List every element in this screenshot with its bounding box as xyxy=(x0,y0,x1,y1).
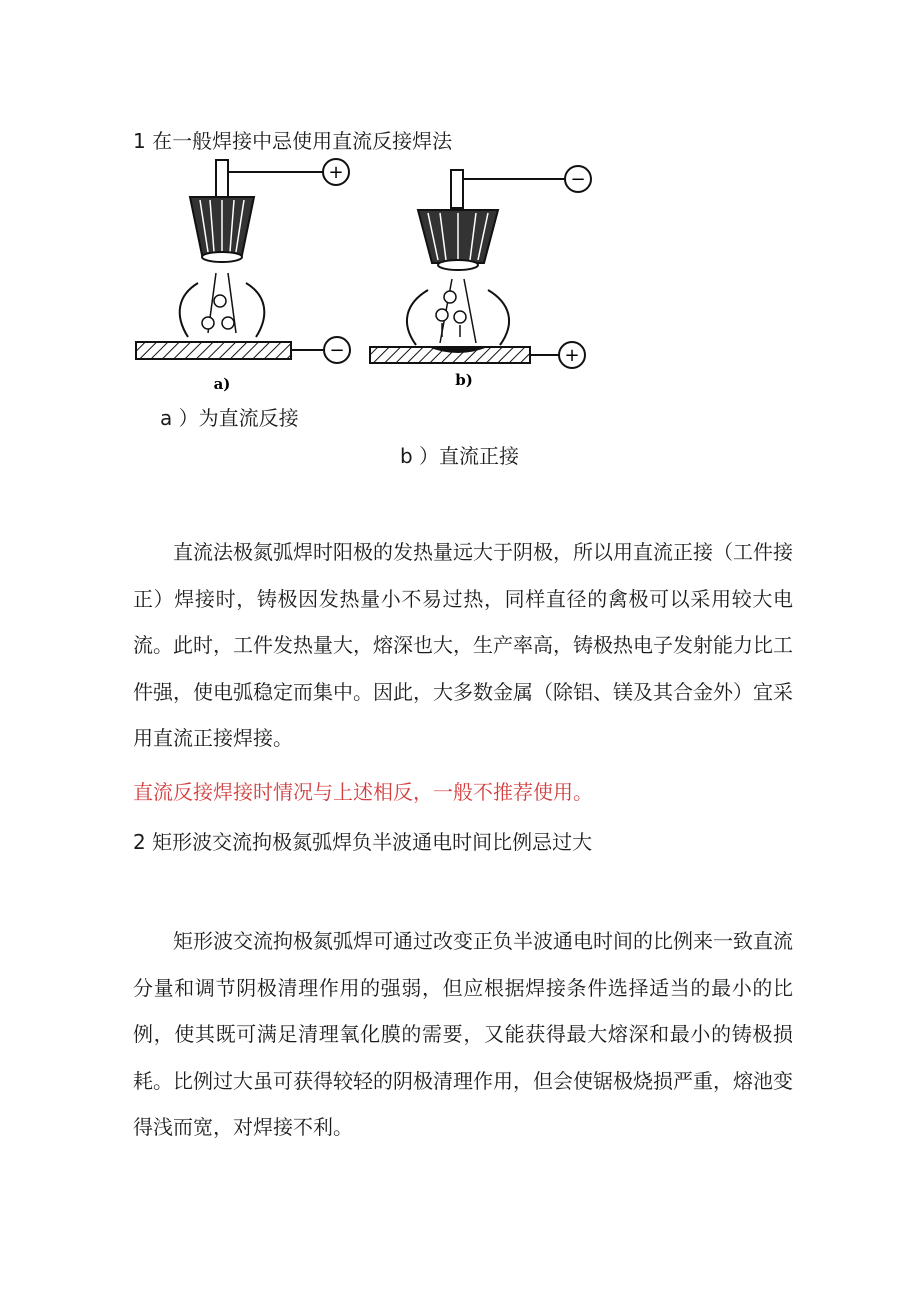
paragraph-2: 矩形波交流拘极氮弧焊可通过改变正负半波通电时间的比例来一致直流分量和调节阴极清理作用的强弱，但应根据焊接条件选择适当的最小的比例，使其既可满足清理氧化膜的需要，又能获得最大熔深和最小的铸极损耗。比例过大虽可获得较轻的阴极清理作用，但会使锯极烧损严重，熔池变得浅而宽，对焊接不利。 xyxy=(133,929,793,1139)
section-heading-2: 2 矩形波交流拘极氮弧焊负半波通电时间比例忌过大 xyxy=(133,830,593,854)
electrode-a xyxy=(216,160,228,198)
diagram-b xyxy=(370,166,591,389)
workpiece-a xyxy=(136,342,291,359)
section-heading-1: 1 在一般焊接中忌使用直流反接焊法 xyxy=(133,129,453,153)
polarity-b-bottom: + xyxy=(564,345,580,366)
diagram-a xyxy=(136,159,350,393)
figure-caption-a: a ）为直流反接 xyxy=(160,406,299,430)
polarity-b-top: − xyxy=(570,169,586,190)
figure-label-b: b) xyxy=(455,371,473,389)
electrode-b xyxy=(451,170,463,208)
polarity-a-top: + xyxy=(328,162,344,183)
polarity-a-bottom: − xyxy=(329,340,345,361)
red-note: 直流反接焊接时情况与上述相反，一般不推荐使用。 xyxy=(133,780,593,804)
figure-caption-b: b ）直流正接 xyxy=(400,444,520,468)
figure-label-a: a) xyxy=(213,375,231,393)
welding-polarity-figure xyxy=(128,155,598,395)
paragraph-1: 直流法极氮弧焊时阳极的发热量远大于阴极，所以用直流正接（工件接正）焊接时，铸极因发热量小不易过热，同样直径的禽极可以采用较大电流。此时，工件发热量大，熔深也大，生产率高，铸极热电子发射能力比工件强，使电弧稳定而集中。因此，大多数金属（除铝、镁及其合金外）宜采用直流正接焊接。 xyxy=(133,540,793,750)
